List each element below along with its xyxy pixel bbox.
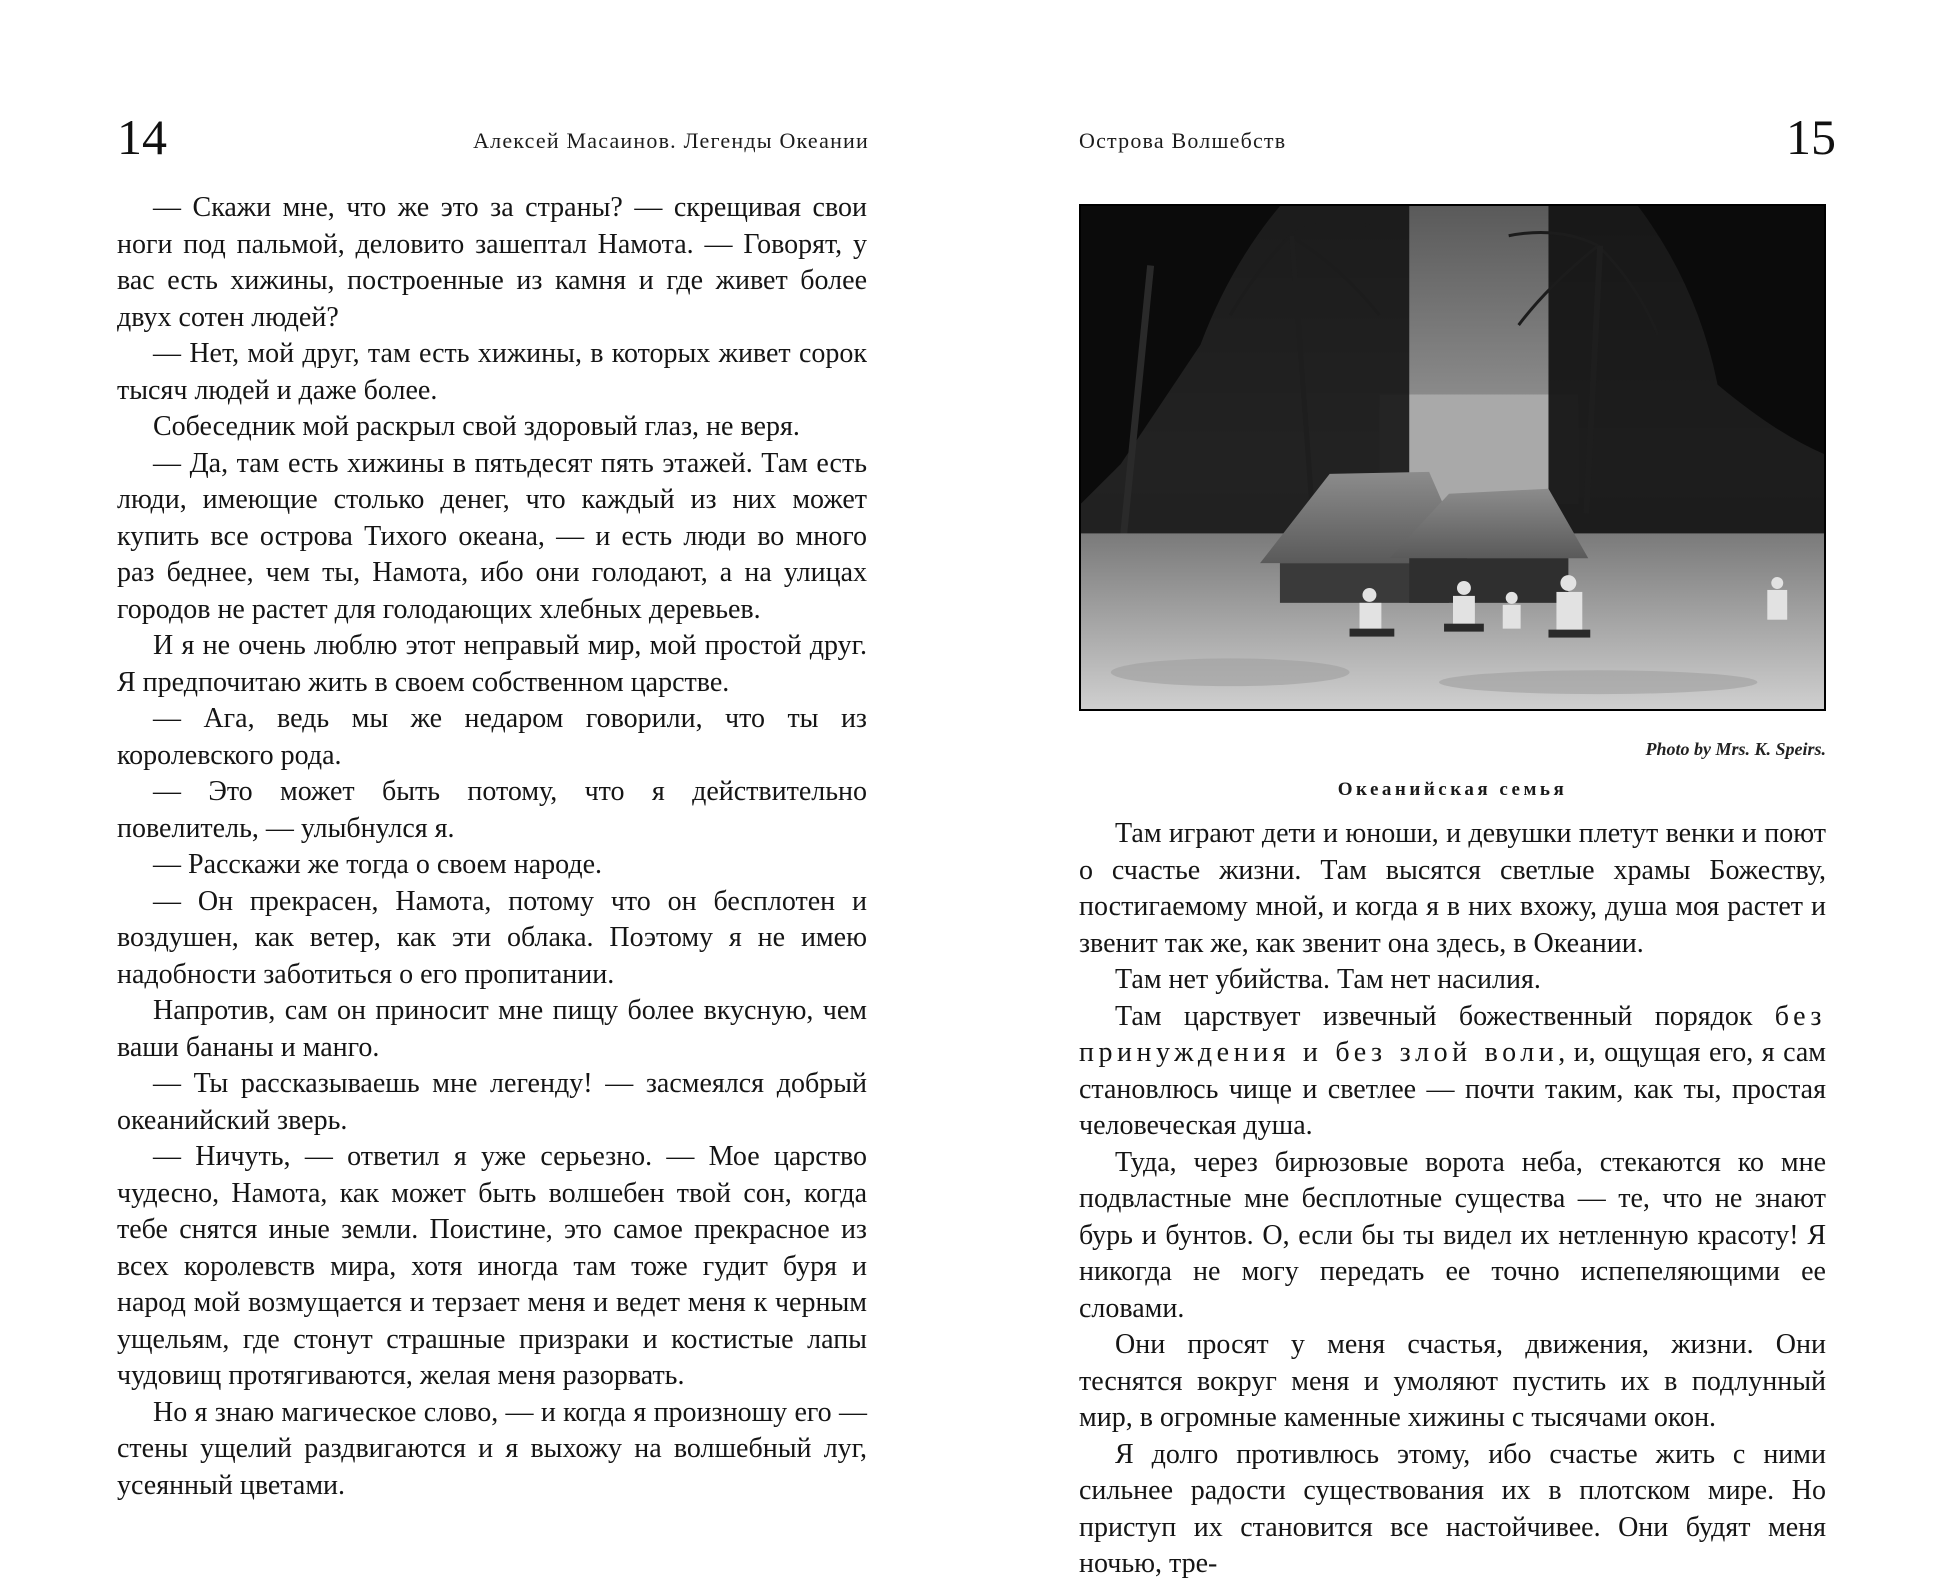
paragraph: — Ничуть, — ответил я уже серьезно. — Мое царство чудесно, Намота, как может быть волшебен твой сон, когда тебе снятся иные земли. Поистине, это самое прекрасное из всех королевств мира, хотя иногда там тоже гудит буря и народ мой возмущается и терзает меня и ведет меня к черным ущельям, где стонут страшные призраки и костистые лапы чудовищ протягиваются, желая меня разорвать. — [117, 1141, 867, 1391]
paragraph: Там нет убийства. Там нет насилия. — [1115, 964, 1541, 995]
paragraph: Но я знаю магическое слово, — и когда я произношу его — стены ущелий раздвигаются и я выхожу на волшебный луг, усеянный цветами. — [117, 1396, 867, 1501]
paragraph-start: Там царствует извечный божественный порядок — [1115, 1000, 1775, 1032]
paragraph: Напротив, сам он приносит мне пищу более вкусную, чем ваши бананы и манго. — [117, 995, 867, 1063]
paragraph: — Расскажи же тогда о своем народе. — [153, 849, 603, 880]
paragraph: — Да, там есть хижины в пятьдесят пять этажей. Там есть люди, имеющие столько денег, что каждый из них может купить все острова Тихого океана, — и есть люди во много раз беднее, чем ты, Намота, ибо они голодают, а на улицах городов не растет для голодающих хлебных деревьев. — [117, 447, 867, 625]
paragraph: И я не очень люблю этот неправый мир, мой простой друг. Я предпочитаю жить в своем собственном царстве. — [117, 630, 867, 698]
paragraph: Там играют дети и юноши, и девушки плетут венки и поют о счастье жизни. Там высятся светлые храмы Божеству, постигаемому мной, и когда я в них вхожу, душа моя растет и звенит так же, как звенит она здесь, в Океании. — [1079, 818, 1826, 959]
page-number-right: 15 — [1786, 109, 1836, 165]
paragraph-end: , и, ощущая его, я сам становлюсь чище и светлее — почти таким, как ты, простая человеческая душа. — [1079, 1037, 1826, 1141]
emphasized-spaced-text: без принуждения и без злой воли — [1079, 1000, 1826, 1068]
paragraph: Собеседник мой раскрыл свой здоровый глаз, не веря. — [153, 411, 800, 442]
page-number-left: 14 — [117, 109, 167, 165]
photo-oceanian-family — [1079, 204, 1826, 711]
right-page-text — [1079, 816, 1826, 1583]
photo-illustration — [1081, 206, 1824, 709]
paragraph: — Ты рассказываешь мне легенду! — засмеялся добрый океанийский зверь. — [117, 1068, 867, 1136]
running-head-right: Острова Волшебств — [1079, 128, 1287, 153]
paragraph: — Он прекрасен, Намота, потому что он бесплотен и воздушен, как ветер, как эти облака. Поэтому я не имею надобности заботиться о его пропитании. — [117, 885, 867, 990]
left-page — [0, 0, 968, 1585]
paragraph: — Нет, мой друг, там есть хижины, в которых живет сорок тысяч людей и даже более. — [117, 338, 867, 406]
paragraph: — Ага, ведь мы же недаром говорили, что ты из королевского рода. — [117, 703, 867, 771]
paragraph: — Скажи мне, что же это за страны? — скрещивая свои ноги под пальмой, деловито зашептал Намота. — Говорят, у вас есть хижины, построенные из камня и где живет более двух сотен людей? — [117, 192, 867, 333]
running-head-left: Алексей Масаинов. Легенды Океании — [473, 128, 869, 153]
paragraph: — Это может быть потому, что я действительно повелитель, — улыбнулся я. — [117, 776, 867, 844]
photo-caption: Океанийская семья — [1337, 779, 1568, 800]
paragraph-spaced — [1079, 999, 1826, 1145]
paragraph: Я долго противлюсь этому, ибо счастье жить с ними сильнее радости существования их в плотском мире. Но приступ их становится все настойчивее. Они будят меня ночью, тре- — [1079, 1438, 1826, 1579]
left-page-text — [117, 190, 867, 1504]
paragraph: Туда, через бирюзовые ворота неба, стекаются ко мне подвластные мне бесплотные существа — те, что не знают бурь и бунтов. О, если бы ты видел их нетленную красоту! Я никогда не могу передать ее точно испепеляющими ее словами. — [1079, 1146, 1826, 1324]
right-page — [968, 0, 1937, 1585]
paragraph: Они просят у меня счастья, движения, жизни. Они теснятся вокруг меня и умоляют пустить их в подлунный мир, в огромные каменные хижины с тысячами окон. — [1079, 1329, 1826, 1433]
photo-credit: Photo by Mrs. K. Speirs. — [1645, 739, 1826, 759]
